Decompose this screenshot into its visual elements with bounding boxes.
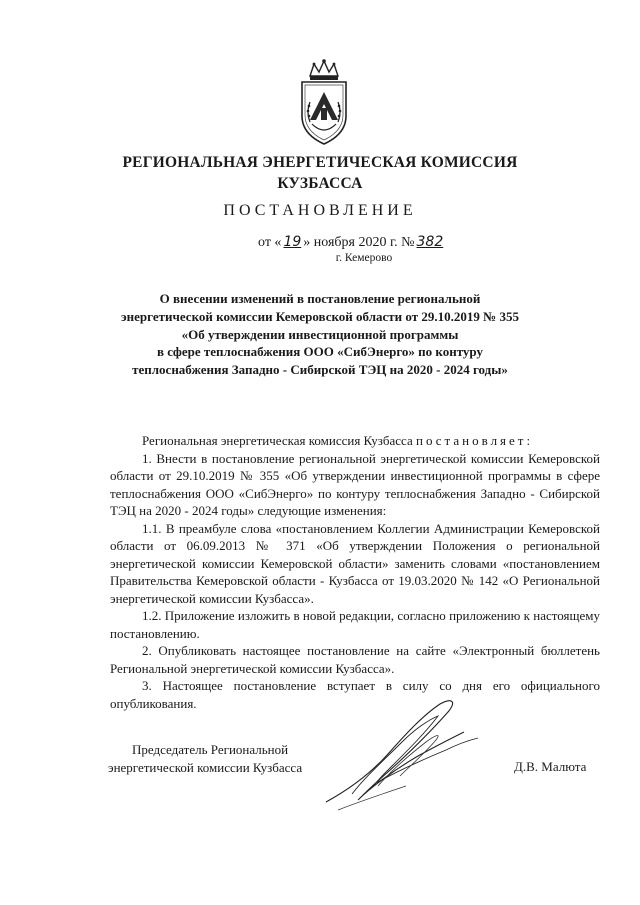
handwritten-signature (318, 690, 488, 820)
date-month-year: » ноября 2020 г. № (303, 235, 415, 250)
title-line: энергетической комиссии Кемеровской области от 29.10.2019 № 355 (121, 308, 519, 324)
title-line: О внесении изменений в постановление региональной (159, 291, 481, 306)
intro-text: Региональная энергетическая комиссия Кузбасса (142, 433, 413, 448)
title-line: в сфере теплоснабжения ООО «СибЭнерго» по контуру (157, 344, 483, 360)
position-line1: Председатель Региональной (132, 742, 289, 757)
document-body (110, 432, 600, 712)
title-line: «Об утверждении инвестиционной программы (181, 326, 459, 342)
intro-verb: постановляет: (415, 433, 534, 448)
city-line (0, 252, 640, 264)
document-type: ПОСТАНОВЛЕНИЕ (223, 202, 417, 219)
item-1-1: 1.1. В преамбуле слова «постановлением Коллегии Администрации Кемеровской области от 06.09.2013 № 371 «Об утверждении Положения о региональной энергетической комиссии Кемеровской области» заменить словами «постановлением Правительства Кемеровской области - Кузбасса от 19.03.2020 № 142 «О Региональной энергетической комиссии Кузбасса». (110, 520, 600, 606)
coat-of-arms-emblem (296, 58, 352, 150)
title-line: теплоснабжения Западно - Сибирской ТЭЦ на 2020 - 2024 годы» (132, 362, 508, 378)
signatory-position (108, 741, 302, 777)
city-name: г. Кемерово (335, 252, 393, 264)
organization-name-line1: РЕГИОНАЛЬНАЯ ЭНЕРГЕТИЧЕСКАЯ КОМИССИЯ (122, 154, 518, 171)
document-number-handwritten: 382 (416, 234, 444, 250)
document-date-line (258, 234, 445, 251)
item-1-2: 1.2. Приложение изложить в новой редакции, согласно приложению к настоящему постановлению. (110, 608, 600, 641)
date-day-handwritten: 19 (283, 234, 302, 250)
item-3: 3. Настоящее постановление вступает в силу со дня его официального опубликования. (110, 678, 600, 711)
item-2: 2. Опубликовать настоящее постановление на сайте «Электронный бюллетень Региональной энергетической комиссии Кузбасса». (110, 643, 600, 676)
item-1: 1. Внести в постановление региональной энергетической комиссии Кемеровской области от 29.10.2019 № 355 «Об утверждении инвестиционной программы в сфере теплоснабжения ООО «СибЭнерго» по контуру теплоснабжения Западно - Сибирской ТЭЦ на 2020 - 2024 годы» следующие изменения: (110, 450, 600, 518)
intro-paragraph (110, 432, 600, 450)
signatory-name: Д.В. Малюта (514, 759, 587, 774)
date-prefix: от « (258, 235, 282, 250)
document-title (90, 290, 550, 379)
organization-name-line2: КУЗБАССА (277, 175, 363, 192)
position-line2: энергетической комиссии Кузбасса (108, 760, 303, 775)
